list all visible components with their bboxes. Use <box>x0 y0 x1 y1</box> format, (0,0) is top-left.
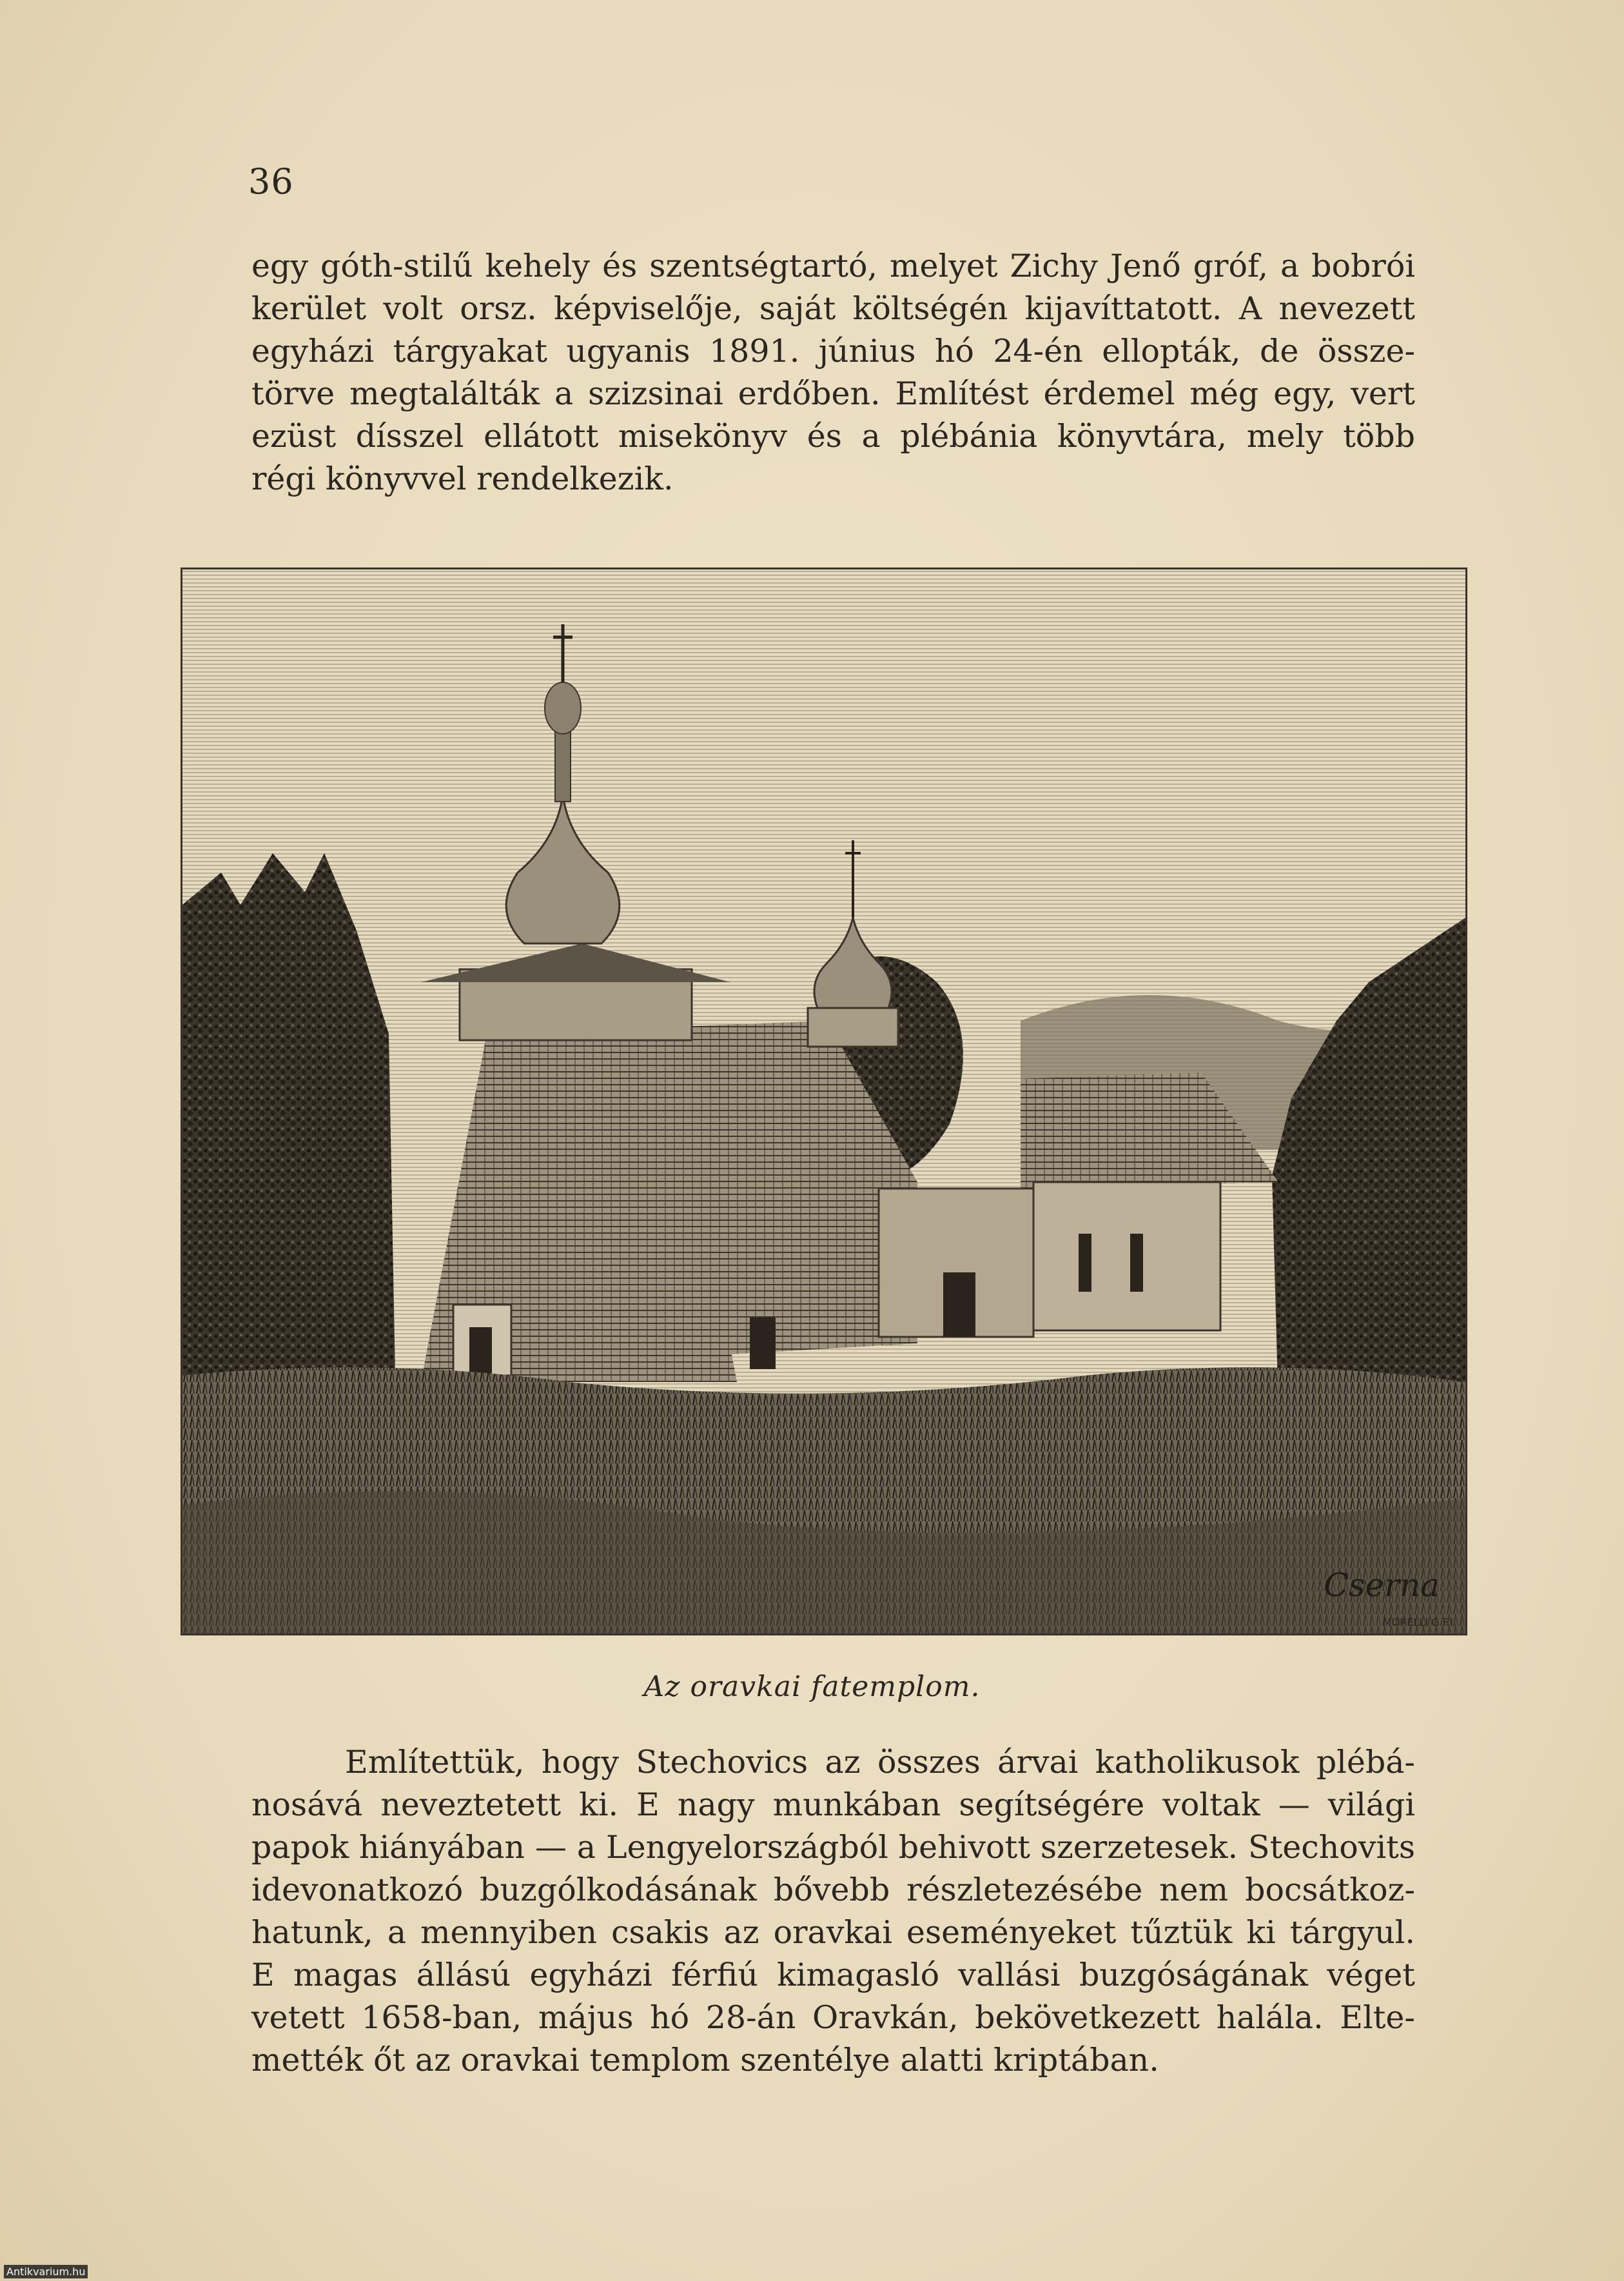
top-paragraph <box>251 245 1415 500</box>
figure-caption: Az oravkai fatemplom. <box>643 1670 981 1703</box>
text-line: vetett 1658-ban, május hó 28-án Oravkán, bekövetkezett halála. Elte- <box>251 1999 1415 2036</box>
page-number: 36 <box>248 161 294 202</box>
text-line: mették őt az oravkai templom szentélye alatti kriptában. <box>251 2042 1159 2079</box>
text-line: idevonatkozó buzgólkodásának bővebb részletezésébe nem bocsátkoz- <box>251 1871 1415 1908</box>
text-line: kerület volt orsz. képviselője, saját költségén kijavíttatott. A nevezett <box>251 290 1415 327</box>
text-line: hatunk, a mennyiben csakis az oravkai eseményeket tűztük ki tárgyul. <box>251 1914 1415 1951</box>
text-line: törve megtalálták a szizsinai erdőben. Említést érdemel még egy, vert <box>251 375 1415 412</box>
artist-signature: Cserna <box>1324 1566 1440 1604</box>
text-line: E magas állású egyházi férfiú kimagasló vallási buzgóságának véget <box>251 1957 1415 1993</box>
engraver-credit: MORELLI G.F.I. <box>1382 1616 1456 1628</box>
text-line: egy góth-stilű kehely és szentségtartó, melyet Zichy Jenő gróf, a bobrói <box>251 248 1415 284</box>
bottom-paragraph <box>251 1741 1415 2082</box>
text-line: nosává neveztetett ki. E nagy munkában segítségére voltak — világi <box>251 1786 1415 1823</box>
text-line: régi könyvvel rendelkezik. <box>251 460 674 497</box>
text-line: ezüst dísszel ellátott misekönyv és a plébánia könyvtára, mely több <box>251 418 1415 455</box>
watermark: Antikvarium.hu <box>4 2265 88 2278</box>
church-engraving <box>181 568 1467 1635</box>
wooden-church-illustration <box>182 569 1465 1634</box>
text-line: Említettük, hogy Stechovics az összes árvai katholikusok plébá- <box>345 1744 1415 1781</box>
text-line: egyházi tárgyakat ugyanis 1891. június hó 24-én ellopták, de össze- <box>251 333 1415 370</box>
text-line: papok hiányában — a Lengyelországból behivott szerzetesek. Stechovits <box>251 1829 1415 1866</box>
